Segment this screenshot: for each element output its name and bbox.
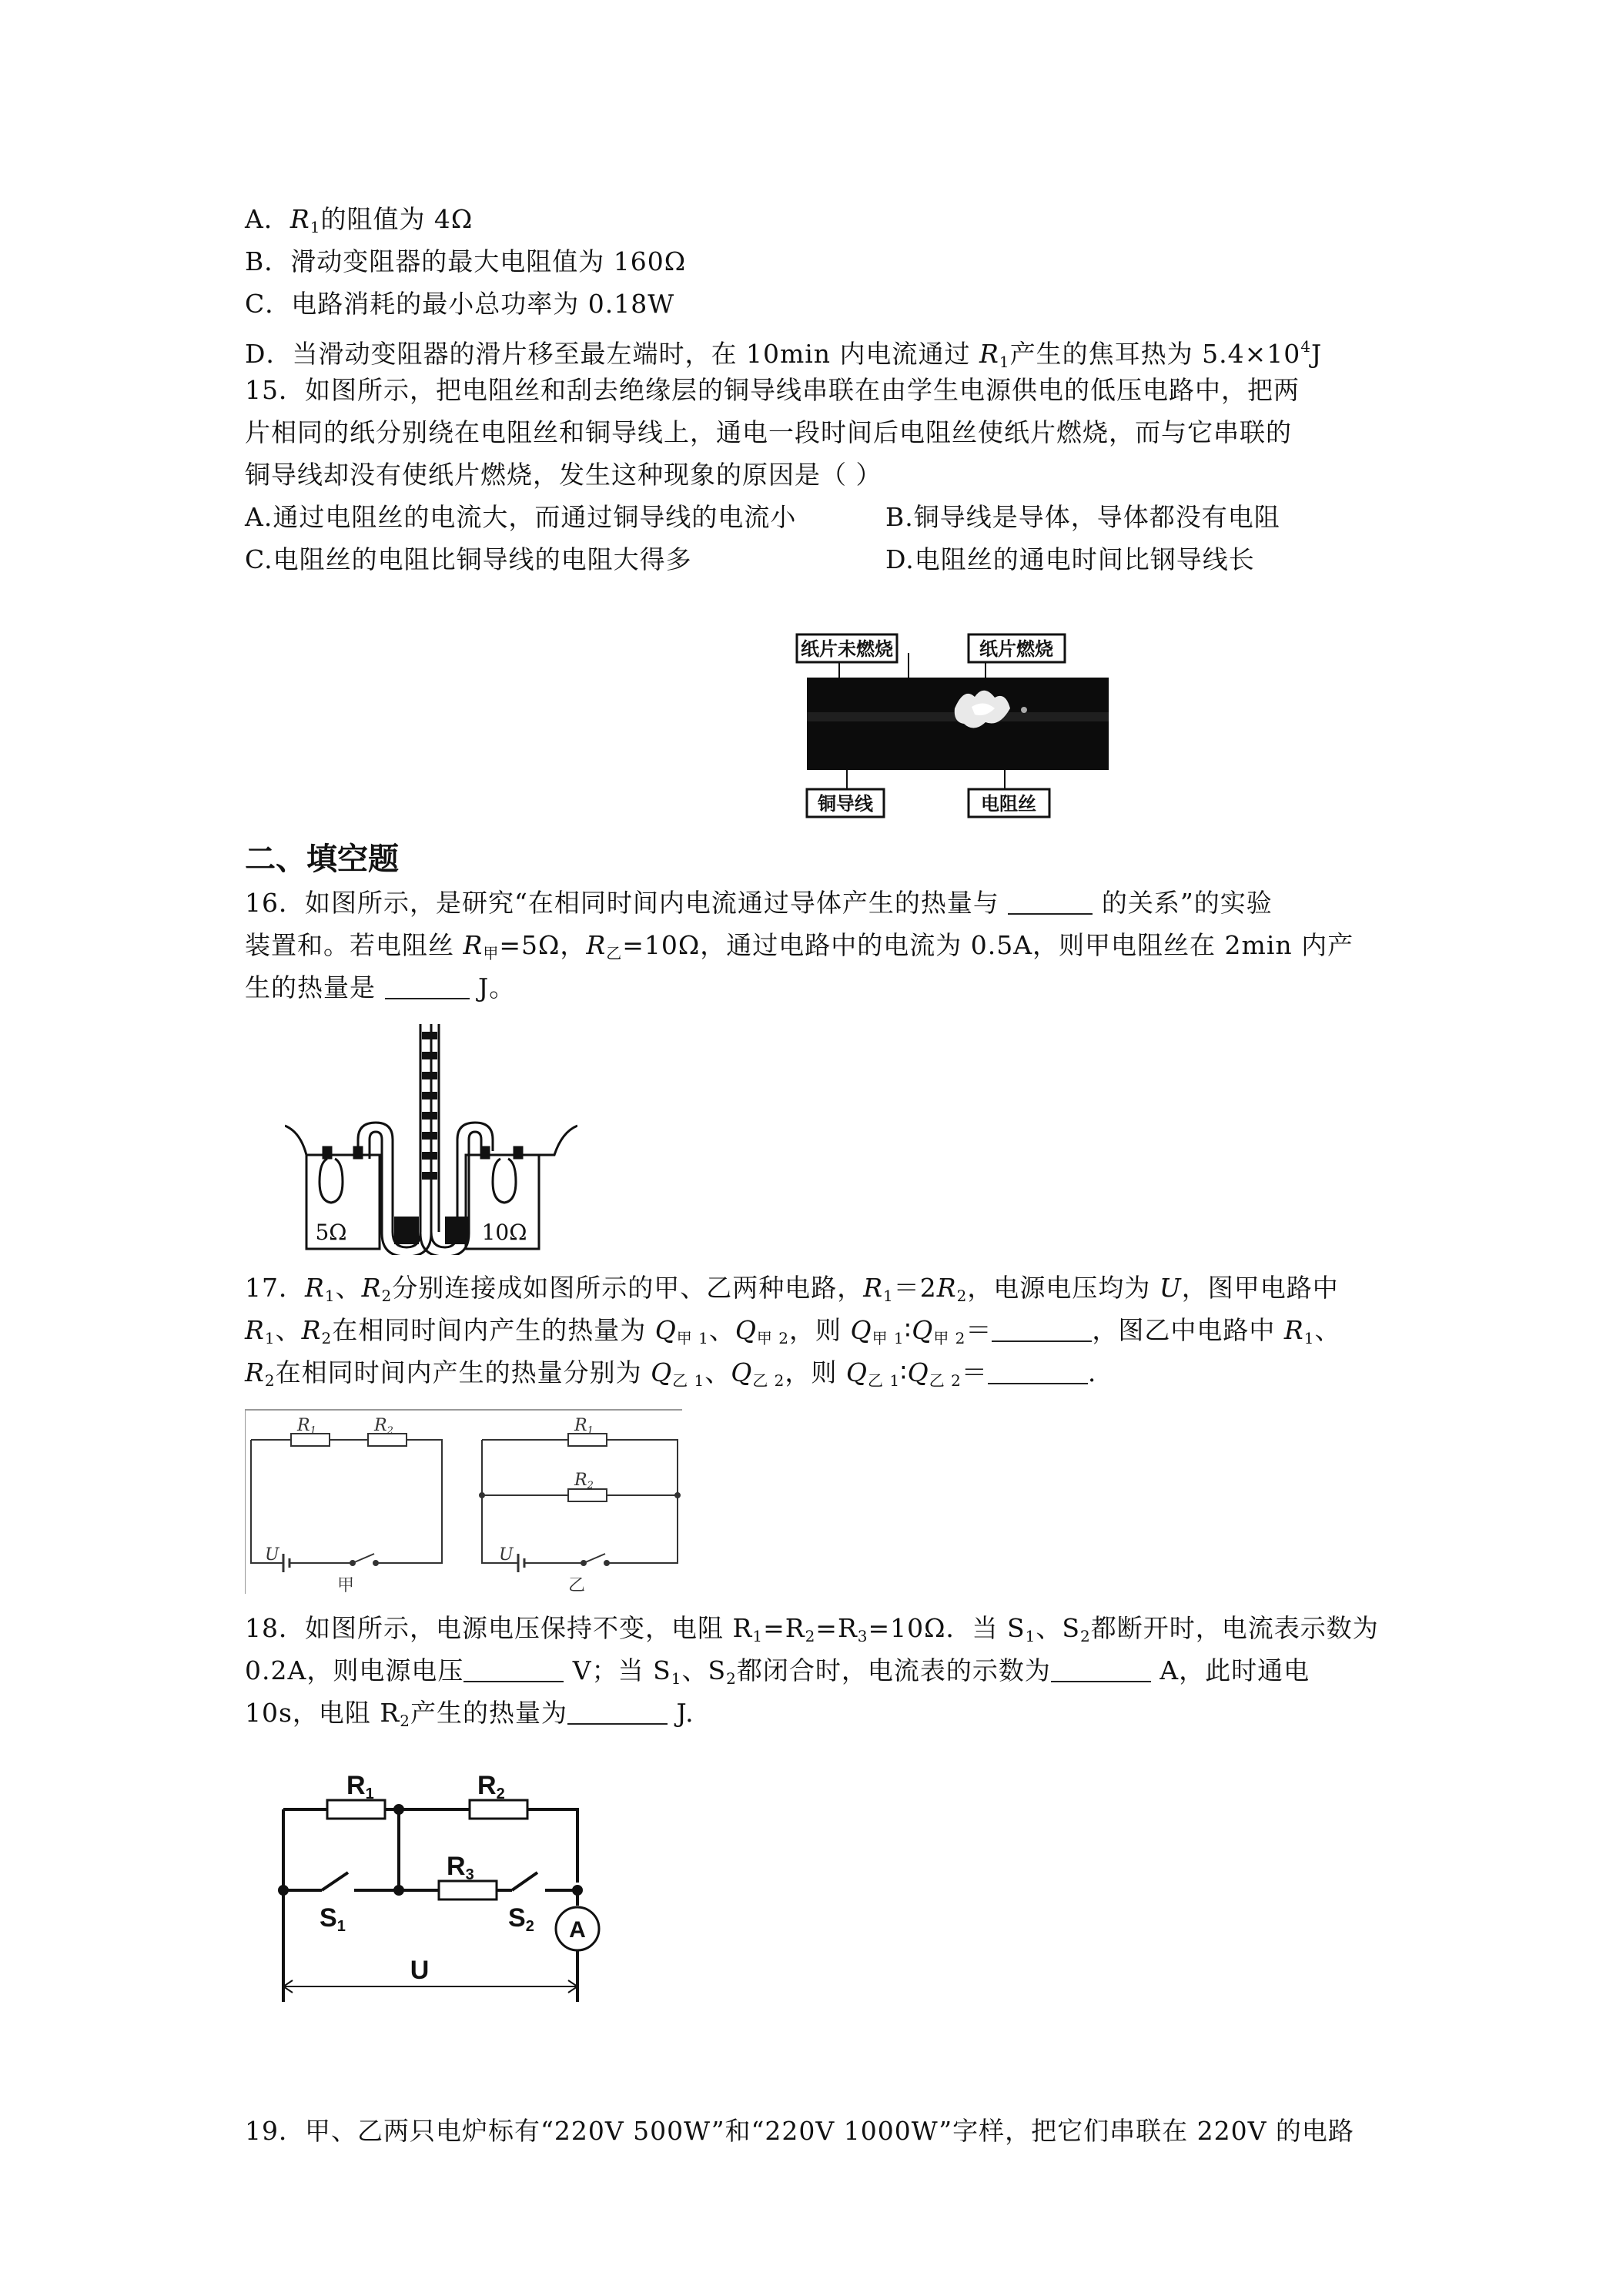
- q18-r3-label: R3: [447, 1852, 474, 1883]
- right-resistor-label: 10Ω: [481, 1220, 527, 1245]
- q18-r2-label: R2: [477, 1771, 505, 1802]
- label-copper-wire: 铜导线: [818, 793, 873, 815]
- q18-u-label: U: [410, 1956, 430, 1985]
- q15-option-c: C.电阻丝的电阻比铜导线的电阻大得多: [245, 544, 692, 574]
- q15-option-a: A.通过电阻丝的电流大，而通过铜导线的电流小: [245, 502, 797, 532]
- q17-blank-1: [992, 1317, 1092, 1342]
- label-paper-burnt: 纸片燃烧: [979, 638, 1053, 660]
- q18-blank-2: [1051, 1658, 1151, 1682]
- circuit-yi-label: 乙: [568, 1576, 586, 1594]
- circuit-jia-u-label: U: [265, 1545, 279, 1565]
- q17-stem-line2: $R_1$、$R_2$在相同时间内产生的热量为 $Q_{甲 1}$、$Q_{甲 2}$，则 $Q_{甲 1}∶Q_{甲 2}=$ ，图乙中电路中 $R_1$、: [245, 1315, 1341, 1347]
- q15-option-b: B.铜导线是导体，导体都没有电阻: [885, 502, 1280, 532]
- q14-option-a: A．$R_1$的阻值为 4Ω: [245, 204, 474, 236]
- section-title: 二、填空题: [245, 842, 399, 877]
- q18-s2-label: S2: [508, 1903, 534, 1935]
- q17-stem-line3: $R_2$在相同时间内产生的热量分别为 $Q_{乙 1}$、$Q_{乙 2}$，则 $Q_{乙 1}∶Q_{乙 2}=$ .: [245, 1357, 1097, 1390]
- q18-stem-line2: 0.2A，则电源电压 V；当 $S_1$、$S_2$都闭合时，电流表的示数为 A，此时通电: [245, 1655, 1310, 1688]
- q18-stem-line3: 10s，电阻 $R_2$产生的热量为 J.: [245, 1698, 694, 1730]
- q17-figure-circuits: [245, 1409, 691, 1594]
- q15-figure-burning-paper: [793, 624, 1116, 824]
- q19-stem-line1: 19．甲、乙两只电炉标有“220V 500W”和“220V 1000W”字样，把它们串联在 220V 的电路: [245, 2116, 1354, 2146]
- ammeter-label: A: [569, 1917, 586, 1943]
- q17-stem-line1: 17．$R_1$、$R_2$分别连接成如图所示的甲、乙两种电路，$R_1=2R_2$，电源电压均为 U，图甲电路中: [245, 1273, 1339, 1305]
- circuit-jia-r2-label: R2: [374, 1416, 393, 1437]
- q18-blank-1: [463, 1658, 564, 1682]
- label-resistance-wire: 电阻丝: [981, 793, 1036, 815]
- q18-figure-circuit: [262, 1755, 608, 2017]
- q15-stem-line1: 15．如图所示，把电阻丝和刮去绝缘层的铜导线串联在由学生电源供电的低压电路中，把两: [245, 375, 1300, 405]
- left-resistor-label: 5Ω: [315, 1220, 347, 1245]
- circuit-yi-r1-label: R1: [574, 1416, 594, 1437]
- q14-option-c: C．电路消耗的最小总功率为 0.18W: [245, 289, 675, 319]
- q18-r1-label: R1: [346, 1771, 374, 1802]
- q18-s1-label: S1: [320, 1903, 346, 1935]
- circuit-yi-r2-label: R2: [574, 1471, 594, 1491]
- q17-blank-2: [988, 1360, 1088, 1384]
- q16-stem-line2: 装置和。若电阻丝 $R_甲=5\Omega$，$R_乙=10\Omega$，通过电路中的电流为 0.5A，则甲电阻丝在 2min 内产: [245, 930, 1354, 962]
- q18-stem-line1: 18．如图所示，电源电压保持不变，电阻 $R_1=R_2=R_3=10\Omega$．当 $S_1$、$S_2$都断开时，电流表示数为: [245, 1613, 1379, 1645]
- q15-stem-line2: 片相同的纸分别绕在电阻丝和铜导线上，通电一段时间后电阻丝使纸片燃烧，而与它串联的: [245, 417, 1292, 447]
- q15-stem-line3: 铜导线却没有使纸片燃烧，发生这种现象的原因是（ ）: [245, 460, 882, 490]
- q14-option-d: D．当滑动变阻器的滑片移至最左端时，在 10min 内电流通过 $R_1$产生的焦耳热为 $5.4\times 10^4J$: [245, 337, 1323, 371]
- circuit-yi-u-label: U: [499, 1545, 514, 1565]
- circuit-jia-r1-label: R1: [297, 1416, 316, 1437]
- q18-blank-3: [567, 1700, 668, 1725]
- q15-option-d: D.电阻丝的通电时间比钢导线长: [885, 544, 1255, 574]
- q16-blank-1: [1008, 890, 1093, 915]
- q16-stem-line3: 生的热量是 J。: [245, 972, 516, 1002]
- q14-option-b: B．滑动变阻器的最大电阻值为 160Ω: [245, 246, 687, 276]
- q16-figure-apparatus: [285, 1024, 577, 1255]
- q16-stem-line1: 16．如图所示，是研究“在相同时间内电流通过导体产生的热量与 的关系”的实验: [245, 888, 1273, 918]
- q16-blank-2: [385, 975, 470, 999]
- circuit-jia-label: 甲: [337, 1576, 355, 1594]
- label-paper-unburnt: 纸片未燃烧: [801, 638, 893, 660]
